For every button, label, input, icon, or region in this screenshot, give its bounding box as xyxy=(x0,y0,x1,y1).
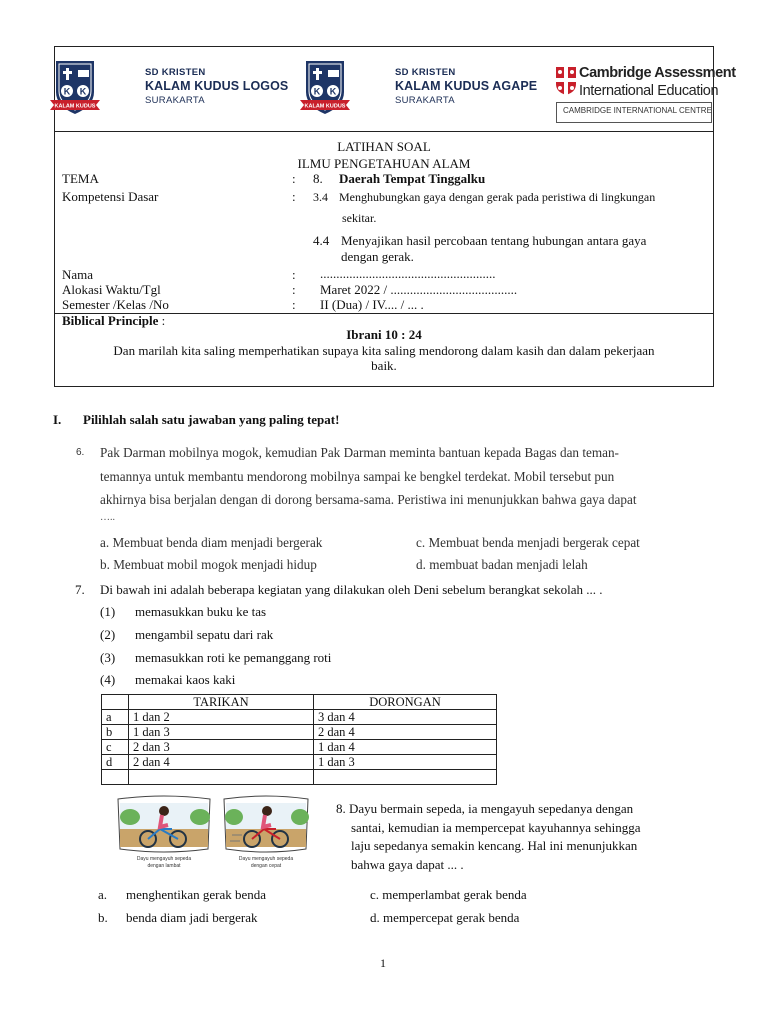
table-cell: 1 dan 2 xyxy=(129,710,314,725)
logo1-line1: SD KRISTEN xyxy=(145,67,206,78)
q8-option-a-label: a. xyxy=(98,887,108,902)
waktu-label: Alokasi Waktu/Tgl xyxy=(62,282,161,297)
tema-label: TEMA xyxy=(62,171,99,186)
kd-label: Kompetensi Dasar xyxy=(62,189,159,204)
pic2-caption-line1: Dayu mengayuh sepeda xyxy=(238,856,294,862)
biblical-colon: : xyxy=(161,313,166,328)
biblical-text1: Dan marilah kita saling memperhatikan supaya kita saling mendorong dalam kasih dan dalam pekerjaan xyxy=(113,343,655,358)
q8-line4: bahwa gaya dapat ... . xyxy=(351,857,464,872)
kd-colon: : xyxy=(292,189,296,204)
q7-item-1-num: (1) xyxy=(100,604,116,619)
header-divider xyxy=(54,131,714,132)
q8-line1: 8. Dayu bermain sepeda, ia mengayuh sepedanya dengan xyxy=(336,801,634,816)
table-cell: 2 dan 4 xyxy=(129,755,314,770)
table-header-row xyxy=(102,695,497,710)
logo1-line3: SURAKARTA xyxy=(145,95,205,106)
q8-line2: santai, kemudian ia mempercepat kayuhannya sehingga xyxy=(351,820,641,835)
q7-item-4-num: (4) xyxy=(100,672,116,687)
biblical-label: Biblical Principle xyxy=(62,313,159,328)
school-logo-1 xyxy=(50,58,100,121)
table-row[interactable] xyxy=(102,725,497,740)
table-cell: 1 dan 3 xyxy=(314,755,497,770)
logo2-line1: SD KRISTEN xyxy=(395,67,456,78)
table-cell: c xyxy=(102,740,129,755)
biblical-text2: baik. xyxy=(371,358,397,373)
cambridge-shield-icon xyxy=(555,66,577,101)
q6-line2: temannya untuk membantu mendorong mobilnya sampai ke bengkel terdekat. Mobil tersebut pun xyxy=(100,469,615,484)
q6-number: 6. xyxy=(76,447,85,458)
table-cell: d xyxy=(102,755,129,770)
svg-text:K: K xyxy=(63,86,71,97)
table-row[interactable] xyxy=(102,710,497,725)
q7-item-3-num: (3) xyxy=(100,650,116,665)
table-cell xyxy=(102,770,129,785)
kd2-text: Menyajikan hasil percobaan tentang hubungan antara gaya xyxy=(341,233,647,248)
semester-colon: : xyxy=(292,297,296,312)
q7-item-2-text: mengambil sepatu dari rak xyxy=(135,627,274,642)
svg-text:K: K xyxy=(329,86,337,97)
tema-colon: : xyxy=(292,171,296,186)
table-header-cell xyxy=(102,695,129,710)
table-header-cell: DORONGAN xyxy=(314,695,497,710)
logo2-line3: SURAKARTA xyxy=(395,95,455,106)
q7-stem: Di bawah ini adalah beberapa kegiatan yang dilakukan oleh Deni sebelum berangkat sekolah ... . xyxy=(100,582,603,597)
page-number: 1 xyxy=(380,956,386,970)
q6-option-c[interactable]: c. Membuat benda menjadi bergerak cepat xyxy=(416,535,640,550)
waktu-value[interactable]: Maret 2022 / ....................................... xyxy=(320,282,518,297)
q6-line3: akhirnya bisa berjalan dengan di dorong bersama-sama. Peristiwa ini menunjukkan bahwa gaya dapat xyxy=(100,492,637,507)
q8-option-d[interactable]: d. mempercepat gerak benda xyxy=(370,910,520,925)
kd1-text2: sekitar. xyxy=(342,211,377,225)
kd1-num: 3.4 xyxy=(313,190,328,204)
section-number: I. xyxy=(53,412,62,427)
cambridge-line3: CAMBRIDGE INTERNATIONAL CENTRE xyxy=(563,106,712,115)
logo2-line2: KALAM KUDUS AGAPE xyxy=(395,79,538,93)
logo-ribbon-text: KALAM KUDUS xyxy=(54,103,96,110)
cambridge-line2: International Education xyxy=(579,83,719,99)
q8-option-a[interactable]: menghentikan gerak benda xyxy=(126,887,267,902)
school-logo-2 xyxy=(300,58,350,121)
q8-line3: laju sepedanya semakin kencang. Hal ini menunjukkan xyxy=(351,838,638,853)
q7-answer-table xyxy=(101,694,497,785)
pic1-caption-line1: Dayu mengayuh sepeda xyxy=(136,856,192,862)
svg-text:K: K xyxy=(79,86,87,97)
semester-label: Semester /Kelas /No xyxy=(62,297,169,312)
table-cell: b xyxy=(102,725,129,740)
pic1-caption xyxy=(116,856,212,870)
tema-value: Daerah Tempat Tinggalku xyxy=(339,171,486,186)
q6-line4: ….. xyxy=(100,512,115,523)
q8-option-c[interactable]: c. memperlambat gerak benda xyxy=(370,887,527,902)
kd1-text: Menghubungkan gaya dengan gerak pada peristiwa di lingkungan xyxy=(339,190,656,204)
title-line2: ILMU PENGETAHUAN ALAM xyxy=(297,156,471,171)
q7-item-3-text: memasukkan roti ke pemanggang roti xyxy=(135,650,332,665)
section-title: Pilihlah salah satu jawaban yang paling tepat! xyxy=(83,412,340,427)
table-cell: 2 dan 4 xyxy=(314,725,497,740)
table-cell xyxy=(129,770,314,785)
cambridge-line1: Cambridge Assessment xyxy=(579,65,736,81)
table-cell: 2 dan 3 xyxy=(129,740,314,755)
q7-item-4-text: memakai kaos kaki xyxy=(135,672,236,687)
tema-num: 8. xyxy=(313,171,323,186)
table-row xyxy=(102,770,497,785)
q6-option-b[interactable]: b. Membuat mobil mogok menjadi hidup xyxy=(100,557,317,572)
nama-label: Nama xyxy=(62,267,94,282)
kd2-text2: dengan gerak. xyxy=(341,249,414,264)
q7-item-1-text: memasukkan buku ke tas xyxy=(135,604,267,619)
table-cell xyxy=(314,770,497,785)
pic2-caption-line2: dengan cepat xyxy=(250,863,282,869)
bicycle-fast-illustration xyxy=(222,795,318,845)
kd2-num: 4.4 xyxy=(313,233,330,248)
table-cell: 3 dan 4 xyxy=(314,710,497,725)
bicycle-slow-illustration xyxy=(116,795,212,845)
table-cell: a xyxy=(102,710,129,725)
q8-option-b[interactable]: benda diam jadi bergerak xyxy=(126,910,258,925)
table-header-cell: TARIKAN xyxy=(129,695,314,710)
waktu-colon: : xyxy=(292,282,296,297)
table-row[interactable] xyxy=(102,740,497,755)
q8-option-b-label: b. xyxy=(98,910,108,925)
table-row[interactable] xyxy=(102,755,497,770)
biblical-verse: Ibrani 10 : 24 xyxy=(346,327,422,342)
nama-colon: : xyxy=(292,267,296,282)
nama-value[interactable]: ...................................................... xyxy=(320,266,496,281)
logo-ribbon-text: KALAM KUDUS xyxy=(304,103,346,110)
table-cell: 1 dan 3 xyxy=(129,725,314,740)
title-line1: LATIHAN SOAL xyxy=(337,139,431,154)
q7-item-2-num: (2) xyxy=(100,627,116,642)
pic1-caption-line2: dengan lambat xyxy=(147,863,181,869)
q7-number: 7. xyxy=(75,582,85,597)
table-cell: 1 dan 4 xyxy=(314,740,497,755)
q6-line1: Pak Darman mobilnya mogok, kemudian Pak Darman meminta bantuan kepada Bagas dan teman- xyxy=(100,445,619,460)
q6-option-a[interactable]: a. Membuat benda diam menjadi bergerak xyxy=(100,535,323,550)
logo1-line2: KALAM KUDUS LOGOS xyxy=(145,79,289,93)
semester-value[interactable]: II (Dua) / IV.... / ... . xyxy=(320,297,424,312)
svg-text:K: K xyxy=(313,86,321,97)
pic2-caption xyxy=(222,856,310,870)
q6-option-d[interactable]: d. membuat badan menjadi lelah xyxy=(416,557,588,572)
